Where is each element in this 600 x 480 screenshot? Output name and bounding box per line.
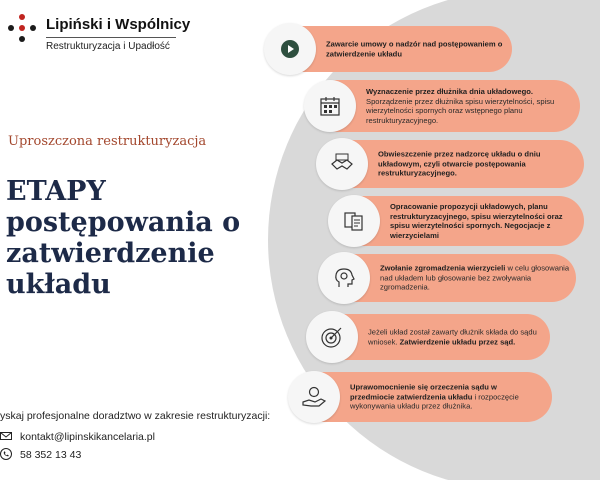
calendar-icon: [316, 92, 344, 120]
step-3-text: Obwieszczenie przez nadzorcę układu o dniu układowym, czyli otwarcie postępowania restrukturyzacyjnego.: [378, 149, 541, 178]
page-title: ETAPY postępowania o zatwierdzenie układu: [6, 176, 241, 300]
handshake-icon: [328, 150, 356, 178]
step-3: [324, 140, 584, 188]
target-icon: [318, 323, 346, 351]
step-6-icon-circle: [306, 311, 358, 363]
step-5-text: Zwołanie zgromadzenia wierzycieli w celu głosowania nad układem lub głosowanie bez zwoływania zgromadzenia.: [380, 263, 570, 292]
contact-email[interactable]: kontakt@lipinskikancelaria.pl: [20, 431, 155, 443]
step-5: [326, 254, 576, 302]
contact-phone-row[interactable]: [0, 448, 81, 461]
step-2-icon-circle: [304, 80, 356, 132]
step-7-text: Uprawomocnienie się orzeczenia sądu w przedmiocie zatwierdzenia układu i rozpoczęcie wykonywania układu przez dłużnika.: [350, 382, 519, 411]
brand-divider: [46, 37, 176, 38]
brand-tagline: Restrukturyzacja i Upadłość: [46, 41, 170, 52]
head-gears-icon: [330, 264, 358, 292]
contact-email-row[interactable]: [0, 430, 155, 443]
step-1-text: Zawarcie umowy o nadzór nad postępowaniem o zatwierdzenie układu: [326, 39, 503, 58]
step-2: [312, 80, 580, 132]
step-4-icon-circle: [328, 195, 380, 247]
step-7-icon-circle: [288, 371, 340, 423]
contact-phone[interactable]: 58 352 13 43: [20, 449, 82, 461]
play-icon: [276, 35, 304, 63]
step-6: [314, 314, 550, 360]
step-1: [272, 26, 512, 72]
money-hand-icon: [300, 383, 328, 411]
step-7: [296, 372, 552, 422]
step-4: [336, 196, 584, 246]
documents-icon: [340, 207, 368, 235]
contact-intro: yskaj profesjonalne doradztwo w zakresie restrukturyzacji:: [0, 410, 271, 422]
step-2-text: Wyznaczenie przez dłużnika dnia układowego. Sporządzenie przez dłużnika spisu wierzytelności, spisu wierzytelności spornych oraz wstępnego planu restrukturyzacyjnego.: [366, 86, 555, 125]
page-subtitle: Uproszczona restrukturyzacja: [8, 134, 207, 149]
step-3-icon-circle: [316, 138, 368, 190]
envelope-icon: [0, 430, 12, 442]
step-4-text: Opracowanie propozycji układowych, planu restrukturyzacyjnego, spisu wierzytelności oraz spisu wierzytelności spornych. Negocjacje z wierzycielami: [390, 201, 563, 240]
step-1-icon-circle: [264, 23, 316, 75]
brand-logo: [4, 12, 40, 48]
brand-name: Lipiński i Wspólnicy: [46, 16, 191, 33]
phone-icon: [0, 448, 12, 460]
step-5-icon-circle: [318, 252, 370, 304]
step-6-text: Jeżeli układ został zawarty dłużnik składa do sądu wniosek. Zatwierdzenie układu przez sąd.: [368, 327, 537, 346]
